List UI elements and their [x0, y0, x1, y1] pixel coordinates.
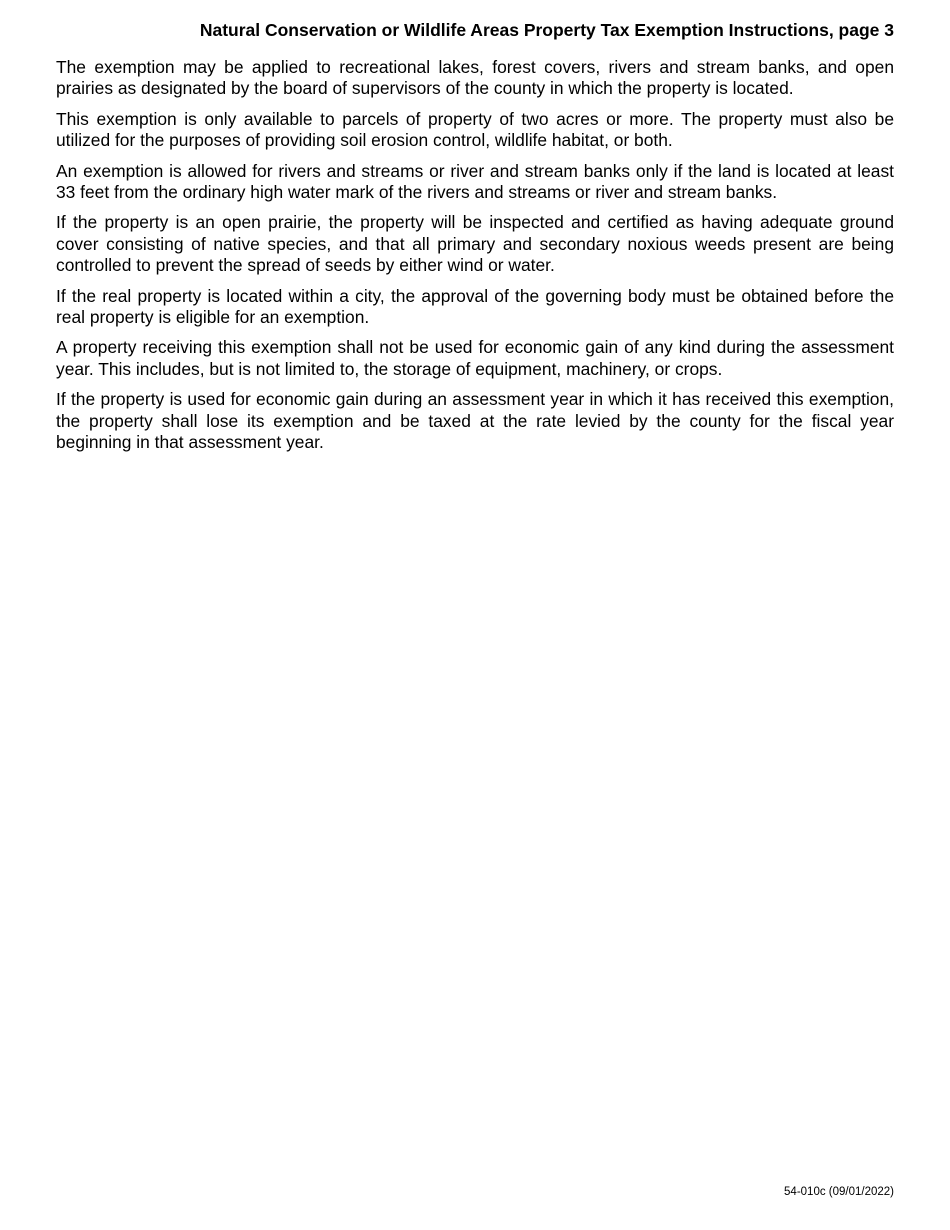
paragraph-open-prairie: If the property is an open prairie, the property will be inspected and certified as having adequate ground cover consisting of native species, and that all primary and secondary noxious weeds present are being controlled to prevent the spread of seeds by either wind or water. — [56, 212, 894, 276]
paragraph-loss-of-exemption: If the property is used for economic gain during an assessment year in which it has received this exemption, the property shall lose its exemption and be taxed at the rate levied by the county for the fiscal year beginning in that assessment year. — [56, 389, 894, 453]
page-title: Natural Conservation or Wildlife Areas Property Tax Exemption Instructions, page 3 — [199, 20, 894, 40]
paragraph-no-economic-gain: A property receiving this exemption shall not be used for economic gain of any kind during the assessment year. This includes, but is not limited to, the storage of equipment, machinery, or crops. — [56, 337, 894, 379]
paragraph-acreage-requirement: This exemption is only available to parcels of property of two acres or more. The property must also be utilized for the purposes of providing soil erosion control, wildlife habitat, or both. — [56, 108, 894, 151]
instructions-body — [56, 57, 894, 463]
paragraph-eligible-land-types: The exemption may be applied to recreational lakes, forest covers, rivers and stream banks, and open prairies as designated by the board of supervisors of the county in which the property is located. — [56, 57, 894, 99]
paragraph-stream-bank-setback: An exemption is allowed for rivers and streams or river and stream banks only if the land is located at least 33 feet from the ordinary high water mark of the rivers and streams or river and stream banks. — [56, 160, 894, 203]
paragraph-city-approval: If the real property is located within a city, the approval of the governing body must be obtained before the real property is eligible for an exemption. — [56, 285, 894, 328]
form-number: 54-010c (09/01/2022) — [784, 1186, 894, 1198]
